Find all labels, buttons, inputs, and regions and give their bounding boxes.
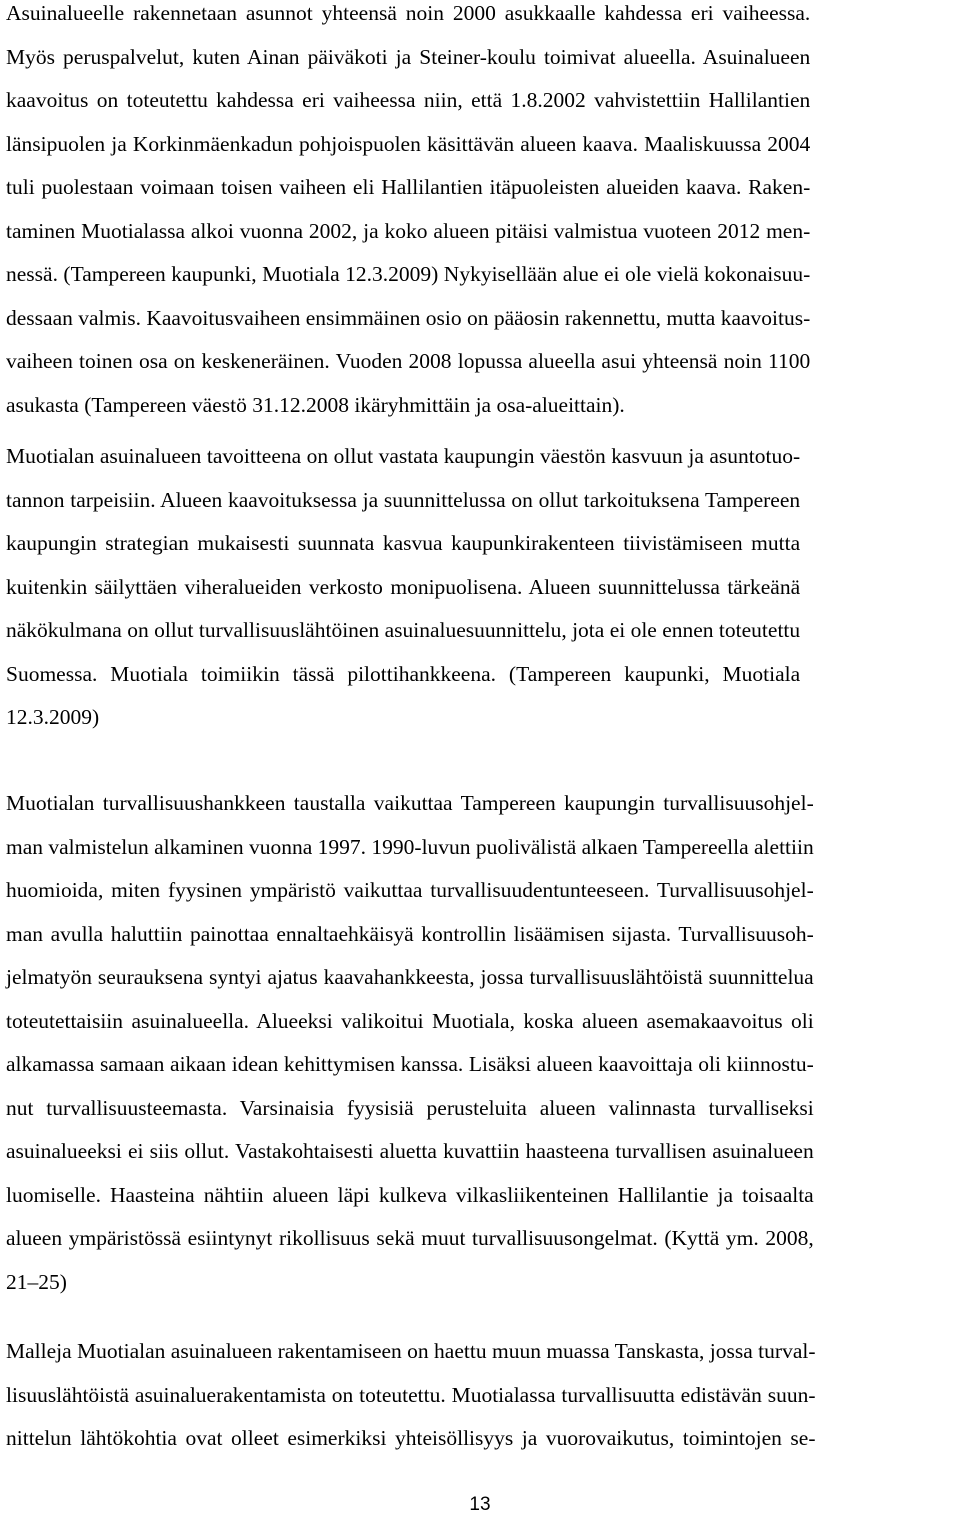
text-line: Muotialan asuinalueen tavoitteena on ollut vastata kaupungin väestön kasvuun ja asuntotuo- bbox=[6, 444, 801, 468]
text-line: man valmistelun alkaminen vuonna 1997. 1990-luvun puolivälistä alkaen Tampereella alettiin bbox=[6, 834, 814, 859]
text-line: kaupungin strategian mukaisesti suunnata kasvua kaupunkirakenteen tiivistämiseen mutta bbox=[6, 531, 801, 555]
text-line: lisuuslähtöistä asuinaluerakentamista on toteutettu. Muotialassa turvallisuutta edistävän suun- bbox=[6, 1382, 816, 1407]
text-line: näkökulmana on ollut turvallisuuslähtöinen asuinaluesuunnittelu, jota ei ole ennen toteutettu bbox=[6, 618, 801, 642]
text-line: Asuinalueelle rakennetaan asunnot yhteensä noin 2000 asukkaalle kahdessa eri vaiheessa. bbox=[6, 1, 811, 25]
text-line: jelmatyön seurauksena syntyi ajatus kaavahankkeesta, jossa turvallisuuslähtöistä suunnittelua bbox=[6, 965, 814, 989]
text-line: nessä. (Tampereen kaupunki, Muotiala 12.3.2009) Nykyisellään alue ei ole vielä kokonaisuu- bbox=[6, 262, 811, 286]
text-line: man avulla haluttiin painottaa ennaltaehkäisyä kontrollin lisäämisen sijasta. Turvallisuusoh- bbox=[6, 921, 814, 946]
text-line: asukasta (Tampereen väestö 31.12.2008 ikäryhmittäin ja osa-alueittain). bbox=[6, 392, 625, 417]
text-line: länsipuolen ja Korkinmäenkadun pohjoispuolen käsittävän alueen kaava. Maaliskuussa 2004 bbox=[6, 131, 811, 156]
text-line: nittelun lähtökohtia ovat olleet esimerkiksi yhteisöllisyys ja vuorovaikutus, toimintojen se- bbox=[6, 1426, 816, 1450]
text-line: alueen ympäristössä esiintynyt rikollisuus sekä muut turvallisuusongelmat. (Kyttä ym. 2008, bbox=[6, 1226, 814, 1250]
text-line: kuitenkin säilyttäen viheralueiden verkosto monipuolisena. Alueen suunnittelussa tärkeänä bbox=[6, 574, 801, 599]
text-line: nut turvallisuusteemasta. Varsinaisia fyysisiä perusteluita alueen valinnasta turvalliseksi bbox=[6, 1095, 814, 1120]
text-line: tuli puolestaan voimaan toisen vaiheen eli Hallilantien itäpuoleisten alueiden kaava. Raken- bbox=[6, 175, 811, 199]
text-line: Myös peruspalvelut, kuten Ainan päiväkoti ja Steiner-koulu toimivat alueella. Asuinalueen bbox=[6, 44, 811, 69]
text-line: kaavoitus on toteutettu kahdessa eri vaiheessa niin, että 1.8.2002 vahvistettiin Hallilantien bbox=[6, 88, 811, 112]
text-line: Malleja Muotialan asuinalueen rakentamiseen on haettu muun muassa Tanskasta, jossa turval- bbox=[6, 1339, 816, 1363]
text-line: 21–25) bbox=[6, 1269, 67, 1294]
text-line: luomiselle. Haasteina nähtiin alueen läpi kulkeva vilkasliikenteinen Hallilantie ja toisaalta bbox=[6, 1182, 814, 1207]
text-line: vaiheen toinen osa on keskeneräinen. Vuoden 2008 lopussa alueella asui yhteensä noin 1100 bbox=[6, 349, 811, 373]
text-line: huomioida, miten fyysinen ympäristö vaikuttaa turvallisuudentunteeseen. Turvallisuusohjel- bbox=[6, 878, 814, 902]
paragraph-turvallisuushanke bbox=[6, 782, 814, 1304]
text-line: 12.3.2009) bbox=[6, 705, 100, 729]
page-number: 13 bbox=[469, 1494, 491, 1515]
text-line: tannon tarpeisiin. Alueen kaavoituksessa ja suunnittelussa on ollut tarkoituksena Tampereen bbox=[6, 487, 801, 512]
paragraph-asuinalue-rakentaminen bbox=[6, 0, 810, 427]
paragraph-tavoitteet bbox=[6, 435, 800, 740]
paragraph-mallit bbox=[6, 1330, 816, 1461]
text-line: alkamassa samaan aikaan idean kehittymisen kanssa. Lisäksi alueen kaavoittaja oli kiinnostu- bbox=[6, 1052, 814, 1076]
text-line: Suomessa. Muotiala toimiikin tässä pilottihankkeena. (Tampereen kaupunki, Muotiala bbox=[6, 661, 801, 686]
text-line: dessaan valmis. Kaavoitusvaiheen ensimmäinen osio on pääosin rakennettu, mutta kaavoitus- bbox=[6, 305, 811, 330]
text-line: Muotialan turvallisuushankkeen taustalla vaikuttaa Tampereen kaupungin turvallisuusohjel- bbox=[6, 791, 814, 815]
text-line: toteutettaisiin asuinalueella. Alueeksi valikoitui Muotiala, koska alueen asemakaavoitus oli bbox=[6, 1008, 814, 1033]
text-line: asuinalueeksi ei siis ollut. Vastakohtaisesti aluetta kuvattiin haasteena turvallisen asuinalueen bbox=[6, 1139, 814, 1163]
text-line: taminen Muotialassa alkoi vuonna 2002, ja koko alueen pitäisi valmistua vuoteen 2012 men- bbox=[6, 218, 811, 243]
